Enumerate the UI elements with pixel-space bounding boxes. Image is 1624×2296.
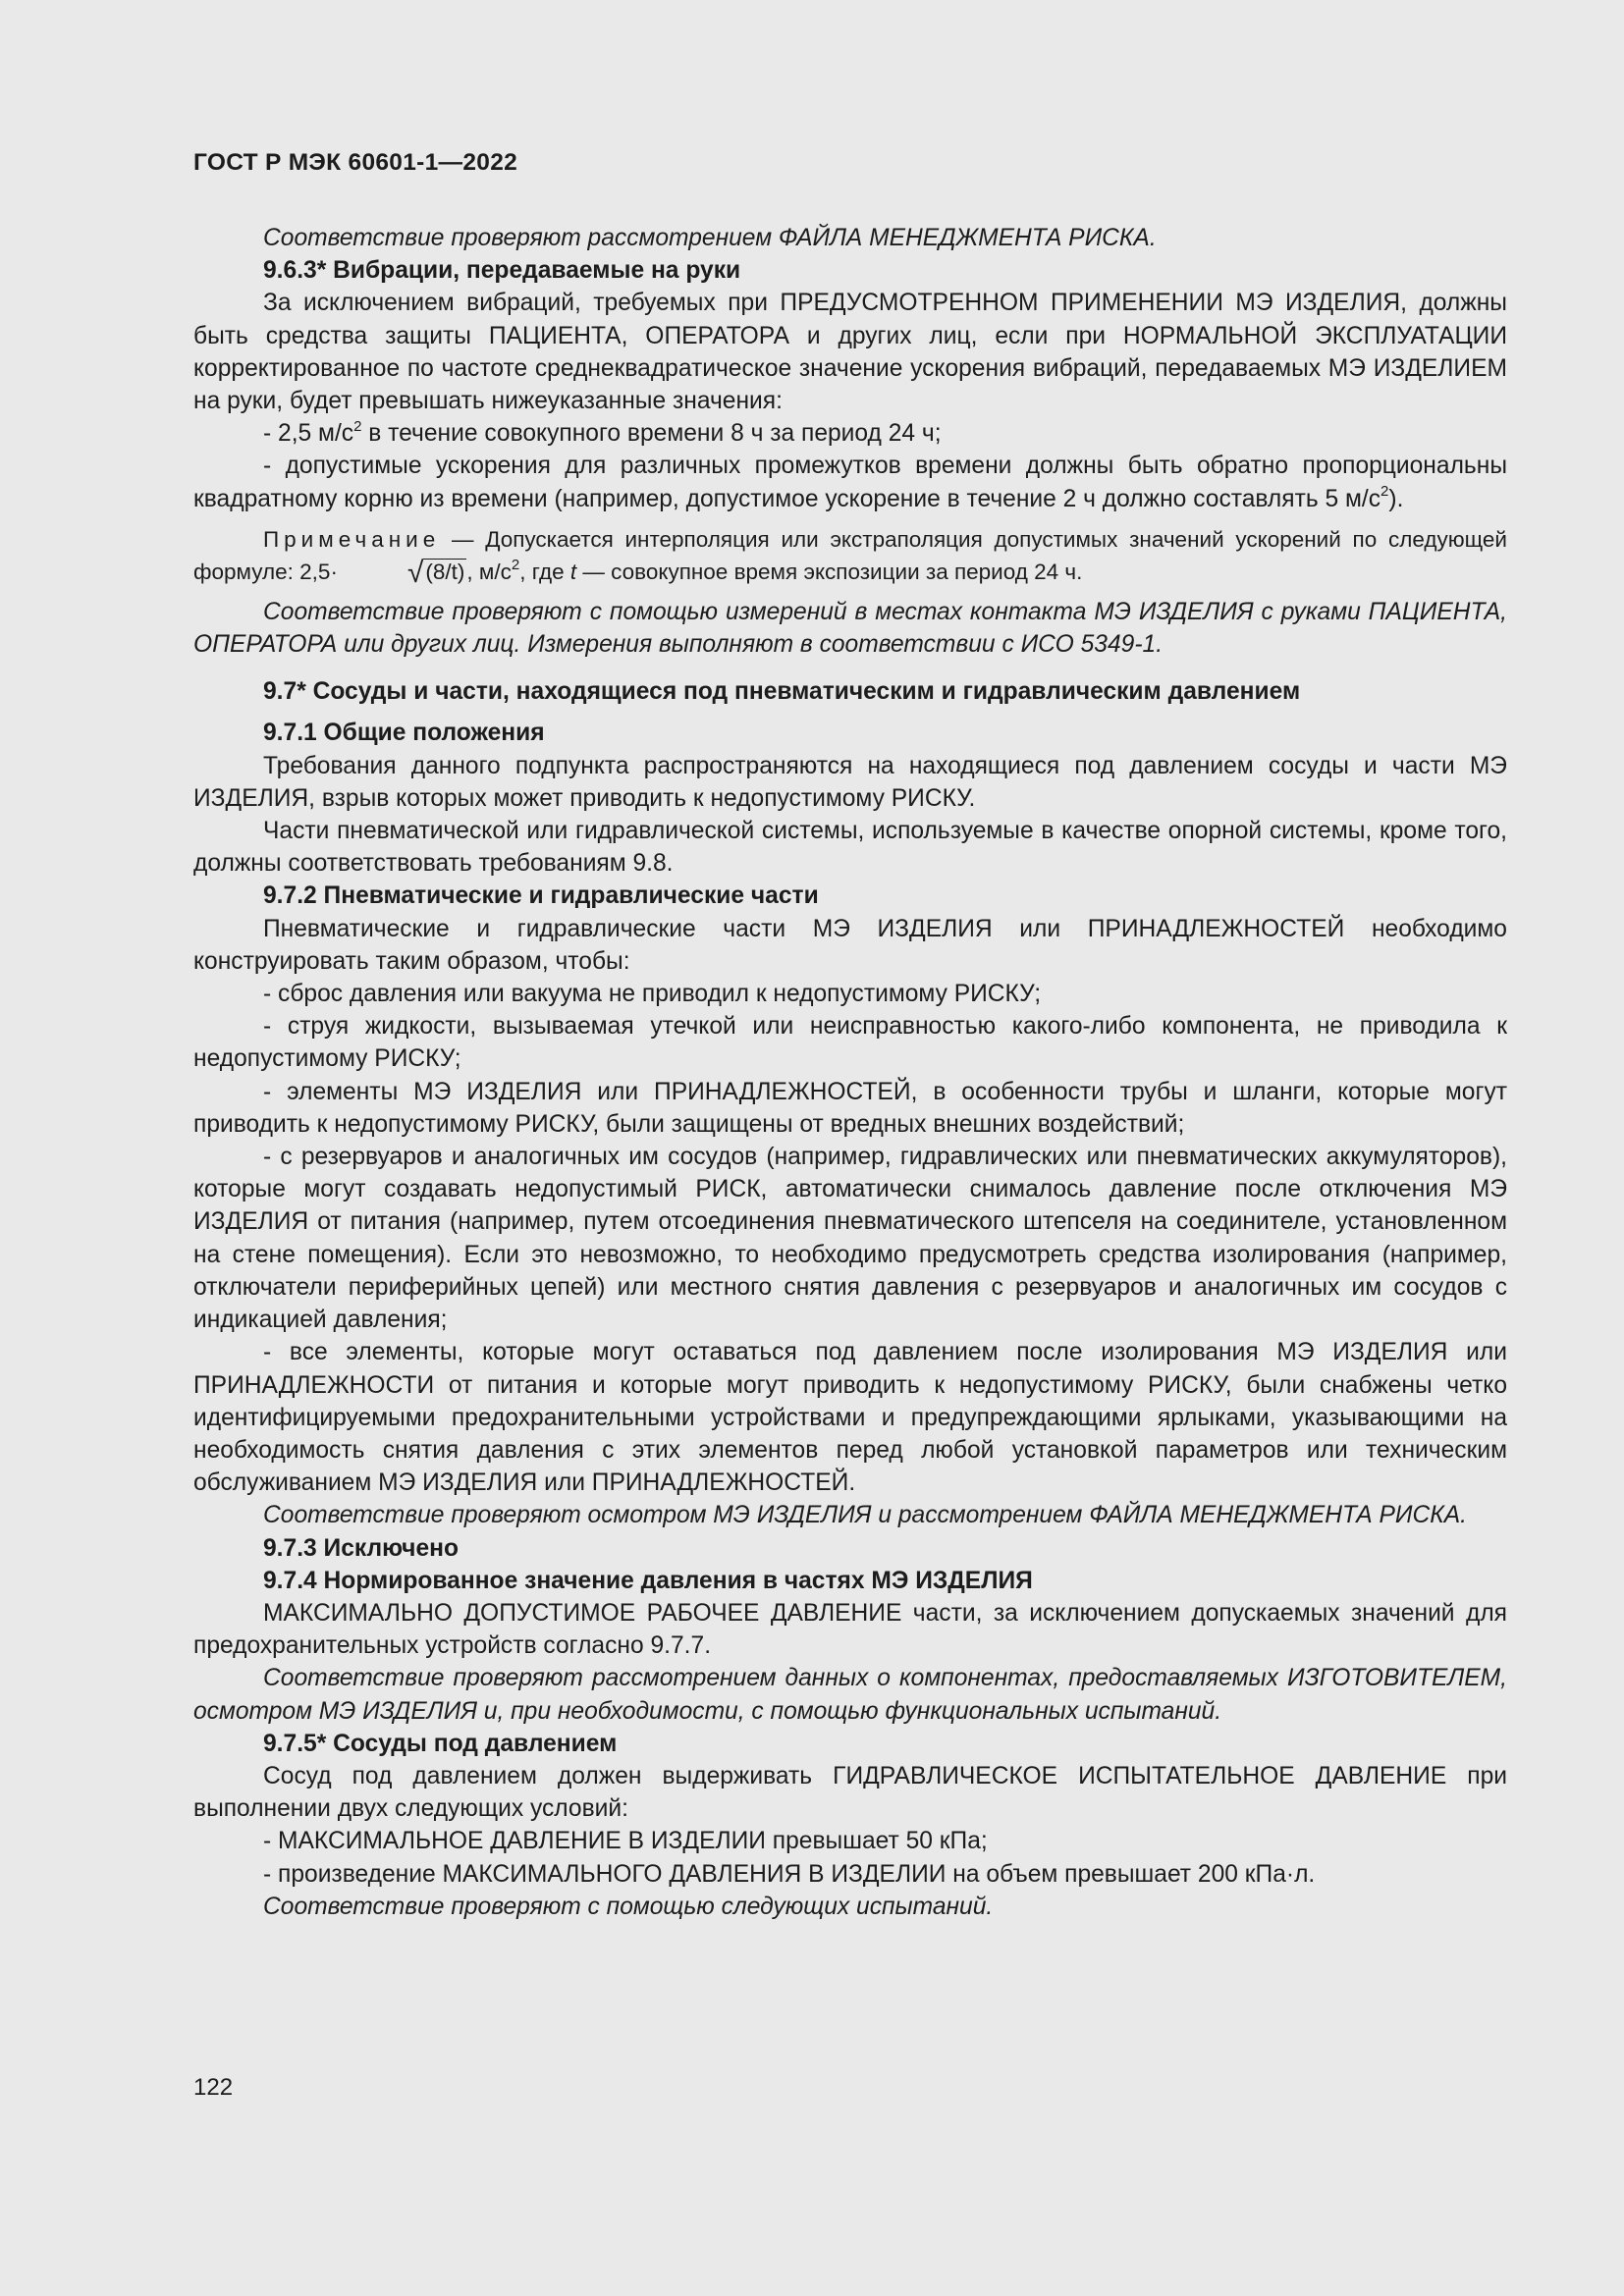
list-item: - сброс давления или вакуума не приводил к недопустимому РИСКУ;: [263, 981, 1042, 1008]
compliance-check: Соответствие проверяют с помощью измерений в местах контакта МЭ ИЗДЕЛИЯ с руками ПАЦИЕНТА, ОПЕРАТОРА или других лиц. Измерения выполняют в соответствии с ИСО 5349-1.: [193, 598, 1507, 659]
list-item: - МАКСИМАЛЬНОЕ ДАВЛЕНИЕ В ИЗДЕЛИИ превышает 50 кПа;: [263, 1828, 988, 1855]
document-header: ГОСТ Р МЭК 60601-1—2022: [193, 149, 518, 176]
compliance-check: Соответствие проверяют рассмотрением ФАЙЛА МЕНЕДЖМЕНТА РИСКА.: [263, 225, 1157, 251]
list-item: - допустимые ускорения для различных промежутков времени должны быть обратно пропорциональны квадратному корню из времени (например, допустимое ускорение в течение 2 ч должно составлять 5 $м/с^2$).: [193, 453, 1507, 512]
list-item: - все элементы, которые могут оставаться под давлением после изолирования МЭ ИЗДЕЛИЯ или ПРИНАДЛЕЖНОСТИ от питания и которые могут приводить к недопустимому РИСКУ, были снабжены четко идентифицируемыми предохранительными устройствами и предупреждающими ярлыками, указывающими на необходимость снятия давления с этих элементов перед любой установкой параметров или техническим обслуживанием МЭ ИЗДЕЛИЯ или ПРИНАДЛЕЖНОСТЕЙ.: [193, 1339, 1507, 1497]
compliance-check: Соответствие проверяют осмотром МЭ ИЗДЕЛИЯ и рассмотрением ФАЙЛА МЕНЕДЖМЕНТА РИСКА.: [263, 1502, 1467, 1529]
page-number: 122: [193, 2074, 234, 2101]
page-content: [193, 222, 1507, 1923]
paragraph: Части пневматической или гидравлической системы, используемые в качестве опорной системы, кроме того, должны соответствовать требованиям 9.8.: [193, 818, 1507, 878]
paragraph: Пневматические и гидравлические части МЭ ИЗДЕЛИЯ или ПРИНАДЛЕЖНОСТЕЙ необходимо конструировать таким образом, чтобы:: [193, 915, 1507, 975]
section-heading-9-7-1: 9.7.1 Общие положения: [263, 720, 545, 747]
section-heading-9-7-3: 9.7.3 Исключено: [263, 1534, 460, 1562]
section-heading-9-6-3: 9.6.3* Вибрации, передаваемые на руки: [263, 257, 741, 285]
compliance-check: Соответствие проверяют с помощью следующих испытаний.: [263, 1893, 994, 1920]
note-label: Примечание: [263, 526, 441, 552]
list-item: - произведение МАКСИМАЛЬНОГО ДАВЛЕНИЯ В ИЗДЕЛИИ на объем превышает 200 кПа·л.: [263, 1860, 1316, 1888]
section-heading-9-7-4: 9.7.4 Нормированное значение давления в частях МЭ ИЗДЕЛИЯ: [263, 1567, 1033, 1594]
paragraph: МАКСИМАЛЬНО ДОПУСТИМОЕ РАБОЧЕЕ ДАВЛЕНИЕ части, за исключением допускаемых значений для предохранительных устройств согласно 9.7.7.: [193, 1599, 1507, 1660]
section-heading-9-7-5: 9.7.5* Сосуды под давлением: [263, 1730, 618, 1757]
note: Примечание — Допускается интерполяция или экстраполяция допустимых значений ускорений по следующей формуле: 2,5· √(8/t), $м/с^2$, где t — совокупное время экспозиции за период 24 ч.: [193, 526, 1507, 589]
list-item: - с резервуаров и аналогичных им сосудов (например, гидравлических или пневматических аккумуляторов), которые могут создавать недопустимый РИСК, автоматически снималось давление после отключения МЭ ИЗДЕЛИЯ от питания (например, путем отсоединения пневматического штепселя на соединителе, установленном на стене помещения). Если это невозможно, то необходимо предусмотреть средства изолирования (например, отключатели периферийных цепей) или местного снятия давления с резервуаров и аналогичных им сосудов с индикацией давления;: [193, 1144, 1507, 1334]
paragraph: Требования данного подпункта распространяются на находящиеся под давлением сосуды и части МЭ ИЗДЕЛИЯ, взрыв которых может приводить к недопустимому РИСКУ.: [193, 752, 1507, 812]
list-item: - струя жидкости, вызываемая утечкой или неисправностью какого-либо компонента, не приводила к недопустимому РИСКУ;: [193, 1013, 1507, 1073]
paragraph: Сосуд под давлением должен выдерживать ГИДРАВЛИЧЕСКОЕ ИСПЫТАТЕЛЬНОЕ ДАВЛЕНИЕ при выполнении двух следующих условий:: [193, 1762, 1507, 1823]
section-heading-9-7: 9.7* Сосуды и части, находящиеся под пневматическим и гидравлическим давлением: [263, 678, 1301, 706]
paragraph: За исключением вибраций, требуемых при ПРЕДУСМОТРЕННОМ ПРИМЕНЕНИИ МЭ ИЗДЕЛИЯ, должны быть средства защиты ПАЦИЕНТА, ОПЕРАТОРА и других лиц, если при НОРМАЛЬНОЙ ЭКСПЛУАТАЦИИ корректированное по частоте среднеквадратическое значение ускорения вибраций, передаваемых МЭ ИЗДЕЛИЕМ на руки, будет превышать нижеуказанные значения:: [193, 290, 1507, 415]
compliance-check: Соответствие проверяют рассмотрением данных о компонентах, предоставляемых ИЗГОТОВИТЕЛЕМ, осмотром МЭ ИЗДЕЛИЯ и, при необходимости, с помощью функциональных испытаний.: [193, 1665, 1507, 1725]
list-item: - 2,5 $м/с^2$ в течение совокупного времени 8 ч за период 24 ч;: [263, 418, 942, 448]
section-heading-9-7-2: 9.7.2 Пневматические и гидравлические части: [263, 882, 819, 910]
list-item: - элементы МЭ ИЗДЕЛИЯ или ПРИНАДЛЕЖНОСТЕЙ, в особенности трубы и шланги, которые могут приводить к недопустимому РИСКУ, были защищены от вредных внешних воздействий;: [193, 1078, 1507, 1138]
sqrt-formula: √(8/t): [406, 556, 465, 589]
